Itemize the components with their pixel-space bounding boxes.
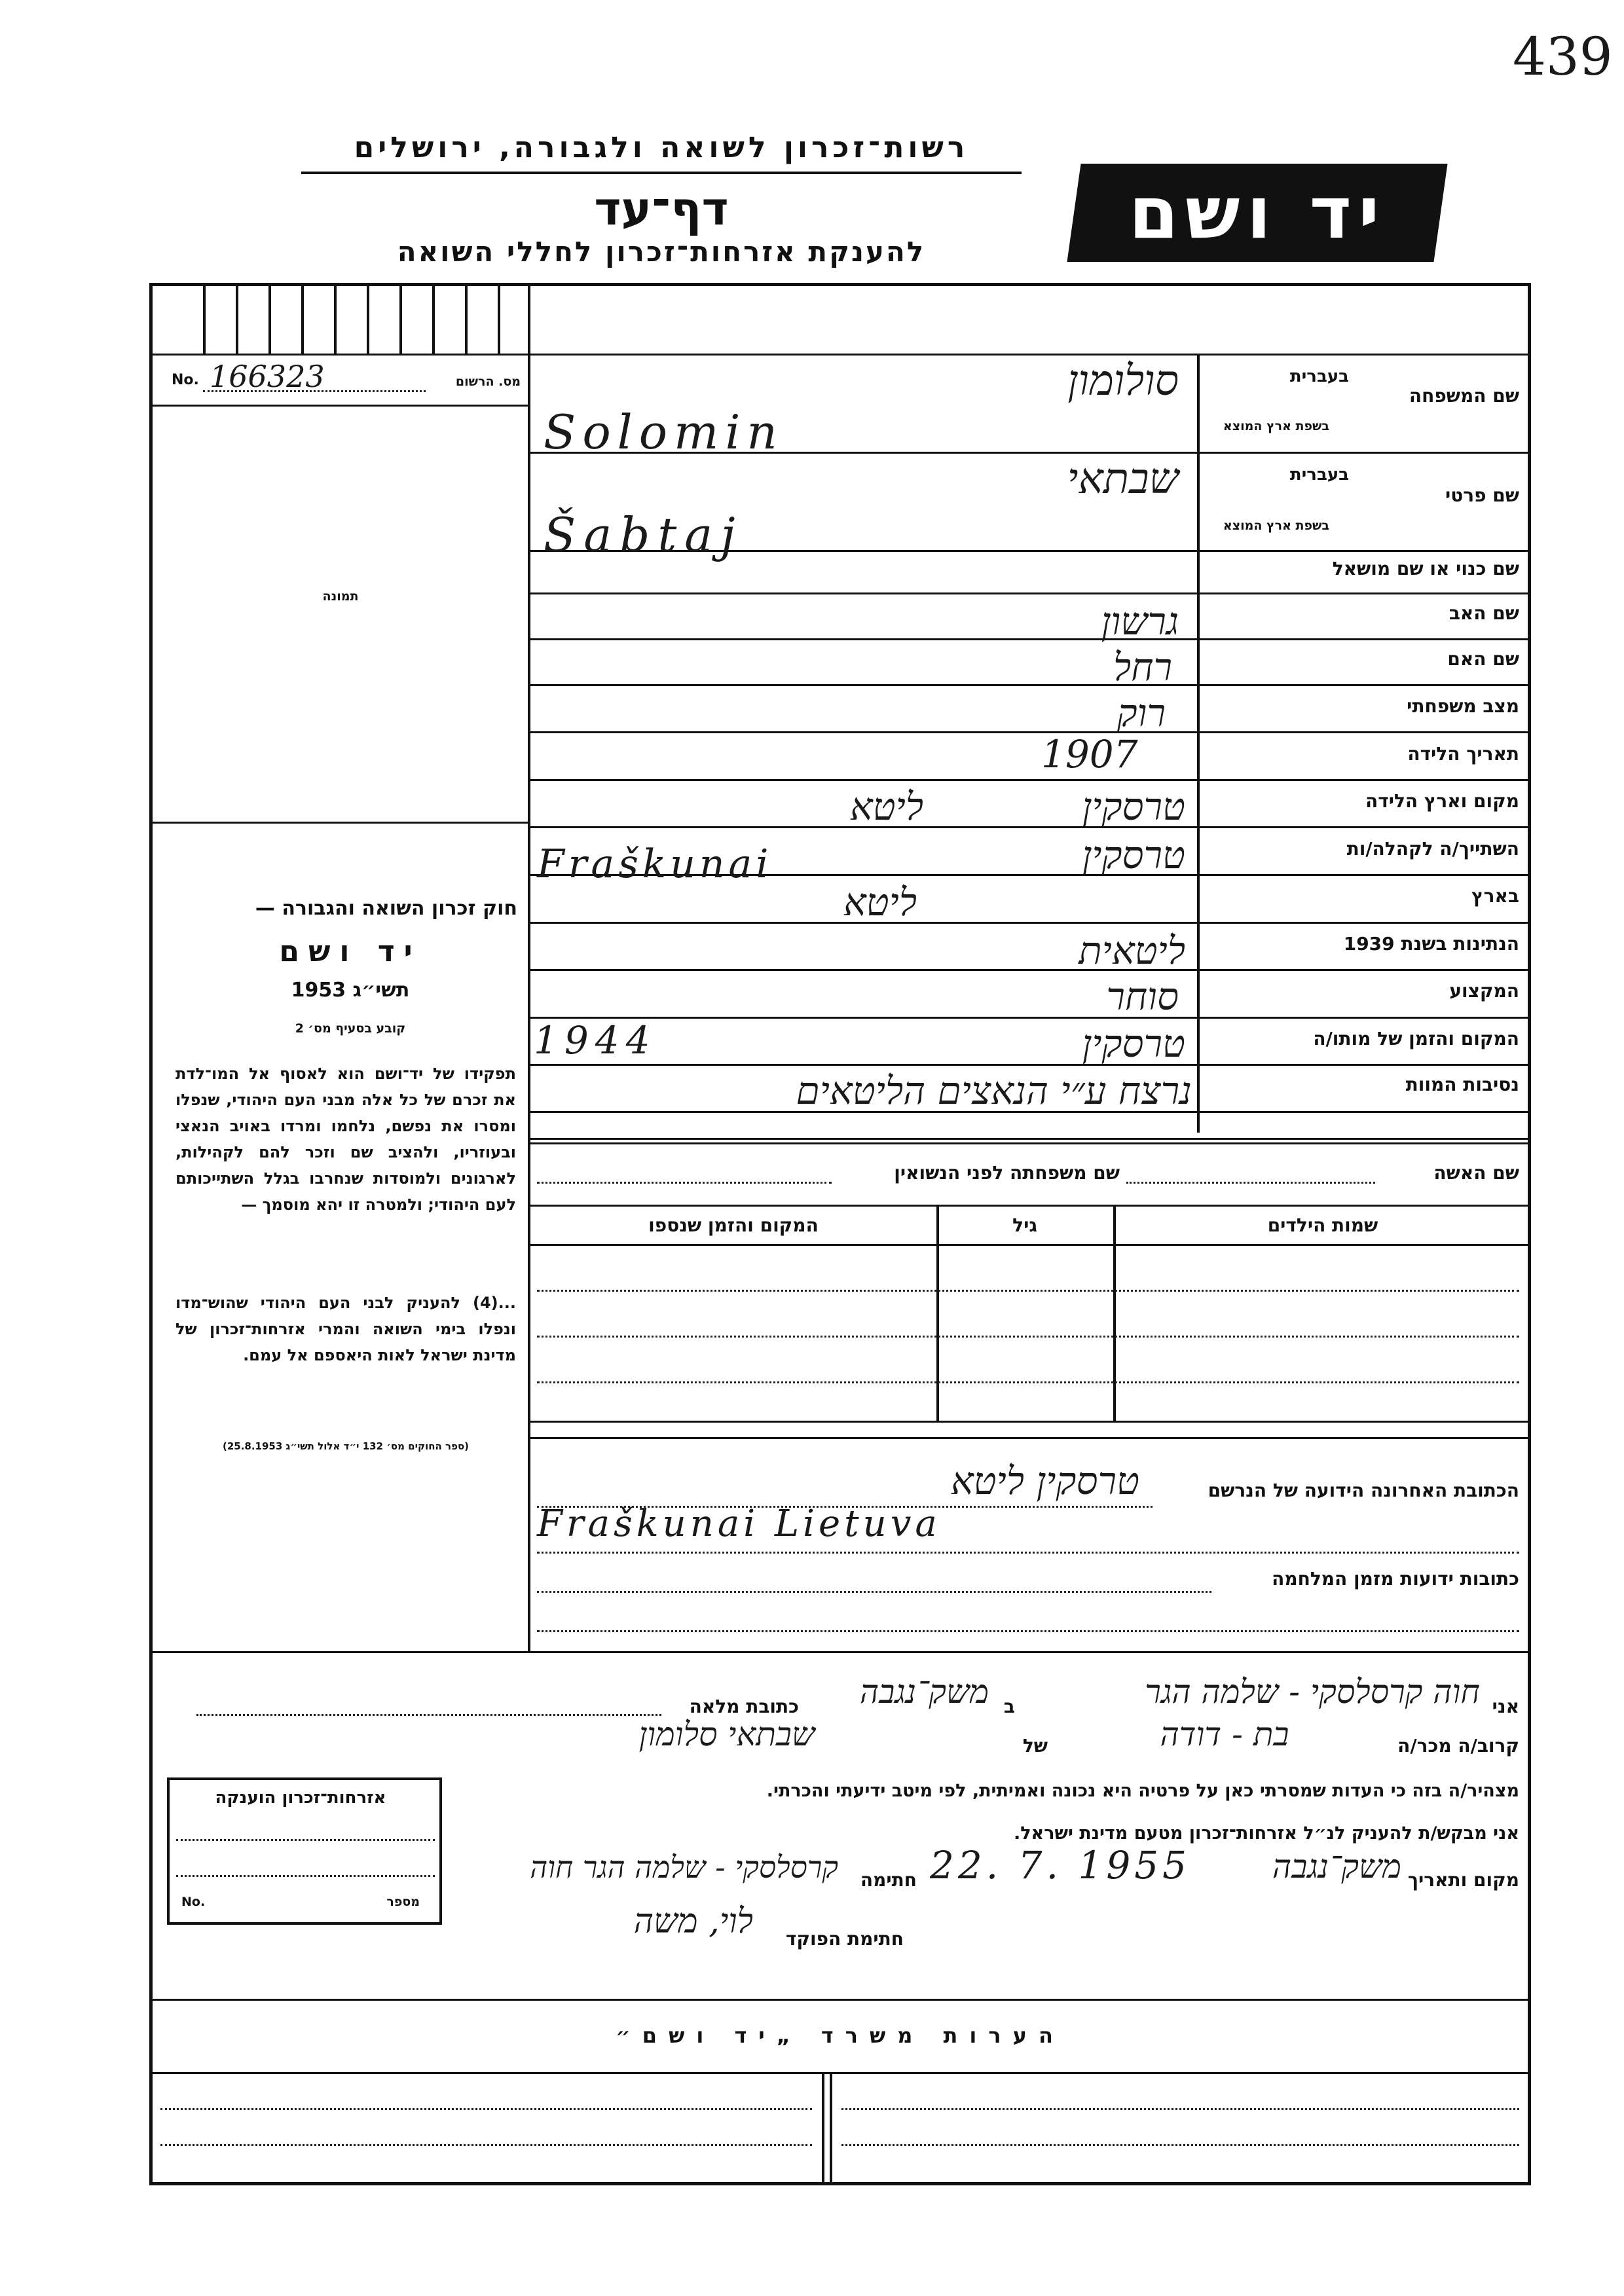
first-name-local-label: בשפת ארץ המוצא [1223, 519, 1329, 533]
father-value: גרשון [1101, 599, 1179, 644]
office-remarks-title: הערות משרד „יד ושם״ [616, 2023, 1065, 2048]
registration-number: 166323 [210, 359, 325, 394]
yad-vashem-logo: יד ושם [1067, 164, 1447, 262]
relation-value: בת - דודה [1160, 1715, 1289, 1753]
of-label: של [1022, 1735, 1048, 1757]
nickname-label: שם כנוי או שם מושאל [1332, 558, 1519, 579]
family-name-local-value: Solomin [544, 405, 784, 460]
birth-place-label: מקום וארץ הלידה [1365, 790, 1519, 812]
statement-2: אני מבקש/ת להעניק לנ״ל אזרחות־זכרון מטעם מדינת ישראל. [1013, 1823, 1519, 1844]
full-address-label: כתובת מלאה [689, 1696, 799, 1717]
place-value: משק־נגבה [1272, 1848, 1401, 1886]
registration-no-label: No. [172, 372, 199, 388]
authority-title: רשות־זכרון לשואה ולגבורה, ירושלים [354, 131, 969, 164]
first-name-hebrew-value: שבתאי [1067, 455, 1179, 503]
death-place-time-label: המקום והזמן של מותו/ה [1313, 1028, 1519, 1049]
birth-country-value: ליטא [849, 784, 923, 829]
registration-label: מס. הרשום [455, 374, 521, 389]
law-source: (ספר החוקים מס׳ 132 י״ד אלול תשי״ג 25.8.1953) [222, 1440, 470, 1452]
birth-date-value: 1907 [1041, 732, 1138, 776]
profession-value: סוחר [1106, 974, 1179, 1019]
law-clause: קובע בסעיף מס׳ 2 [295, 1021, 406, 1036]
relative-label: קרוב/ה מכר/ה [1397, 1735, 1519, 1757]
country-value: ליטא [843, 880, 917, 924]
mother-label: שם האם [1447, 648, 1519, 670]
birth-place-value: טרסקין [1082, 784, 1185, 829]
profession-label: המקצוע [1449, 980, 1519, 1002]
family-name-hebrew-label: בעברית [1289, 367, 1349, 386]
family-name-label: שם המשפחה [1409, 385, 1519, 407]
form-title: דף־עד [594, 182, 729, 236]
citizenship-value: ליטאית [1079, 928, 1185, 973]
community-latin-value: Fraškunai [537, 841, 773, 887]
first-name-hebrew-label: בעברית [1289, 465, 1349, 484]
law-heading: חוק זכרון השואה והגבורה — [255, 897, 517, 920]
wartime-address-label: כתובות ידועות מזמן המלחמה [1272, 1568, 1519, 1590]
father-label: שם האב [1449, 602, 1519, 624]
residing-label: ב [1003, 1696, 1015, 1717]
citizenship-box-title: אזרחות־זכרון הוענקה [215, 1788, 386, 1808]
first-name-label: שם פרטי [1445, 484, 1519, 506]
place-date-label: מקום ותאריך [1407, 1869, 1519, 1891]
death-circumstances-label: נסיבות המוות [1405, 1074, 1519, 1095]
death-place-value: טרסקין [1082, 1021, 1185, 1066]
marital-status-label: מצב משפחתי [1407, 695, 1519, 717]
last-address-label: הכתובת האחרונה הידועה של הנרשם [1208, 1480, 1519, 1501]
photo-label: תמונה [322, 589, 359, 604]
law-name: יד ושם [279, 935, 422, 968]
first-name-local-value: Šabtaj [544, 507, 743, 562]
signature-label: חתימה [860, 1869, 917, 1891]
officer-label: חתימת הפוקד [785, 1928, 904, 1950]
wife-maiden-label: שם משפחתה לפני הנשואין [894, 1162, 1120, 1184]
declarant-name-value: חוה קרסלסקי - שלמה הגר [1145, 1673, 1480, 1711]
declaration-i-label: אני [1492, 1696, 1519, 1717]
officer-value: לוי, משה [633, 1902, 753, 1941]
marital-status-value: רוק [1116, 691, 1166, 735]
wife-label: שם האשה [1433, 1162, 1519, 1184]
signature-value: קרסלסקי - שלמה הגר חוה [530, 1850, 838, 1885]
of-value: שבתאי סלומון [638, 1715, 815, 1753]
citizenship-box [167, 1777, 442, 1925]
family-name-local-label: בשפת ארץ המוצא [1223, 419, 1329, 433]
citizenship-box-number-label: מספר [386, 1895, 420, 1909]
page-number: 439 [1513, 26, 1613, 87]
citizenship-box-no-label: No. [181, 1895, 206, 1909]
country-label: בארץ [1471, 885, 1519, 907]
community-hebrew-value: טרסקין [1082, 833, 1185, 877]
statement-1: מצהיר/ה בזה כי העדות שמסרתי כאן על פרטיה היא נכונה ואמיתית, לפי מיטב ידיעתי והכרתי. [766, 1781, 1519, 1801]
children-death-header: המקום והזמן שנספו [648, 1214, 819, 1236]
death-circumstances-value: נרצח ע״י הנאצים הליטאים [796, 1068, 1192, 1113]
last-address-latin-value: Fraškunai Lietuva [537, 1503, 941, 1545]
children-names-header: שמות הילדים [1267, 1214, 1378, 1236]
children-age-header: גיל [1012, 1214, 1037, 1236]
law-year: תשי״ג 1953 [291, 979, 410, 1002]
residing-value: משק־נגבה [859, 1673, 989, 1711]
citizenship-label: הנתינות בשנת 1939 [1343, 933, 1519, 955]
community-label: השתייך/ה לקהלה/ות [1346, 838, 1519, 860]
last-address-hebrew-value: טרסקין ליטא [950, 1459, 1139, 1503]
family-name-hebrew-value: סולומון [1067, 357, 1179, 405]
law-paragraph-2: ...(4) להעניק לבני העם היהודי שהוש־מדו ונפלו בימי השואה והמרי אזרחות־זכרון של מדינת ישראל לאות היאספם אל עמם. [175, 1294, 516, 1364]
birth-date-label: תאריך הלידה [1407, 743, 1519, 765]
law-paragraph-1: תפקידו של יד־ושם הוא לאסוף אל המו־לדת את זכרם של כל אלה מבני העם היהודי, שנפלו ומסרו את נפשם, נלחמו ומרדו באויב הנאצי ובעוזריו, ולהציב שם וזכר להם לקהילות, לארגונים ולמוסדות שנחרבו בגלל השתייכותם לעם היהודי; ולמטרה זו יהא מוסמך — [175, 1065, 516, 1214]
death-year-value: 1944 [534, 1018, 657, 1063]
form-subtitle: להענקת אזרחות־זכרון לחללי השואה [397, 236, 926, 268]
mother-value: רחל [1113, 645, 1172, 689]
date-value: 22. 7. 1955 [930, 1843, 1191, 1887]
